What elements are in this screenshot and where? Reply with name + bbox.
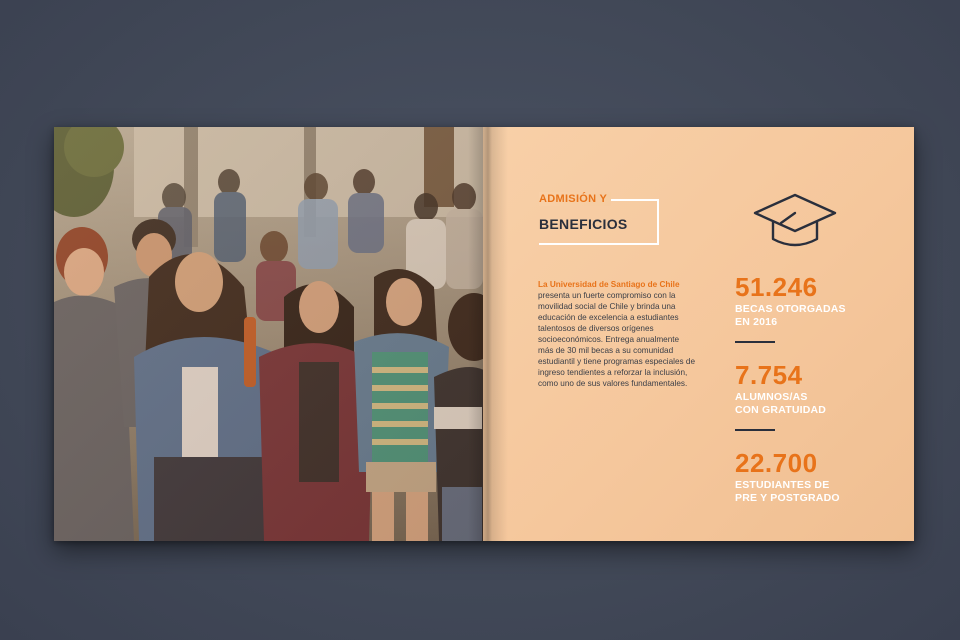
info-page <box>483 127 914 541</box>
stat-divider <box>735 341 775 343</box>
body-lead: La Universidad de Santiago de Chile <box>538 280 680 289</box>
stat-number: 22.700 <box>735 448 818 478</box>
graduation-cap-icon <box>751 191 839 255</box>
stat-label <box>735 303 846 328</box>
brochure-spread <box>54 127 914 541</box>
body-text: presenta un fuerte compromiso con la movilidad social de Chile y brinda una educación de excelencia a estudiantes talentosos de diversos orígenes socioeconómicos. Entrega anualmente más de 30 mil becas a su comunidad estudiantil y tiene programas especiales de ingreso tendientes a reforzar la inclusión, como uno de sus valores fundamentales. <box>538 291 696 388</box>
stat-gratuidad <box>735 361 826 416</box>
students-photo-illustration <box>54 127 483 541</box>
stat-estudiantes <box>735 449 840 504</box>
stat-label-line1: BECAS OTORGADAS <box>735 303 846 315</box>
stat-divider <box>735 429 775 431</box>
stat-label <box>735 391 826 416</box>
stat-label-line2: EN 2016 <box>735 315 778 328</box>
stat-label-line2: CON GRATUIDAD <box>735 403 827 416</box>
stat-label-line2: PRE Y POSTGRADO <box>735 491 840 504</box>
body-paragraph <box>538 279 696 389</box>
students-photo <box>54 127 483 541</box>
stat-becas <box>735 273 846 328</box>
stat-number: 7.754 <box>735 360 803 390</box>
section-title-line1: ADMISIÓN Y <box>539 192 611 206</box>
stat-number: 51.246 <box>735 272 818 302</box>
section-title <box>539 193 659 245</box>
stat-label <box>735 479 840 504</box>
section-title-line2: BENEFICIOS <box>539 216 628 232</box>
stat-label-line1: ESTUDIANTES DE <box>735 479 830 491</box>
stat-label-line1: ALUMNOS/AS <box>735 391 808 403</box>
